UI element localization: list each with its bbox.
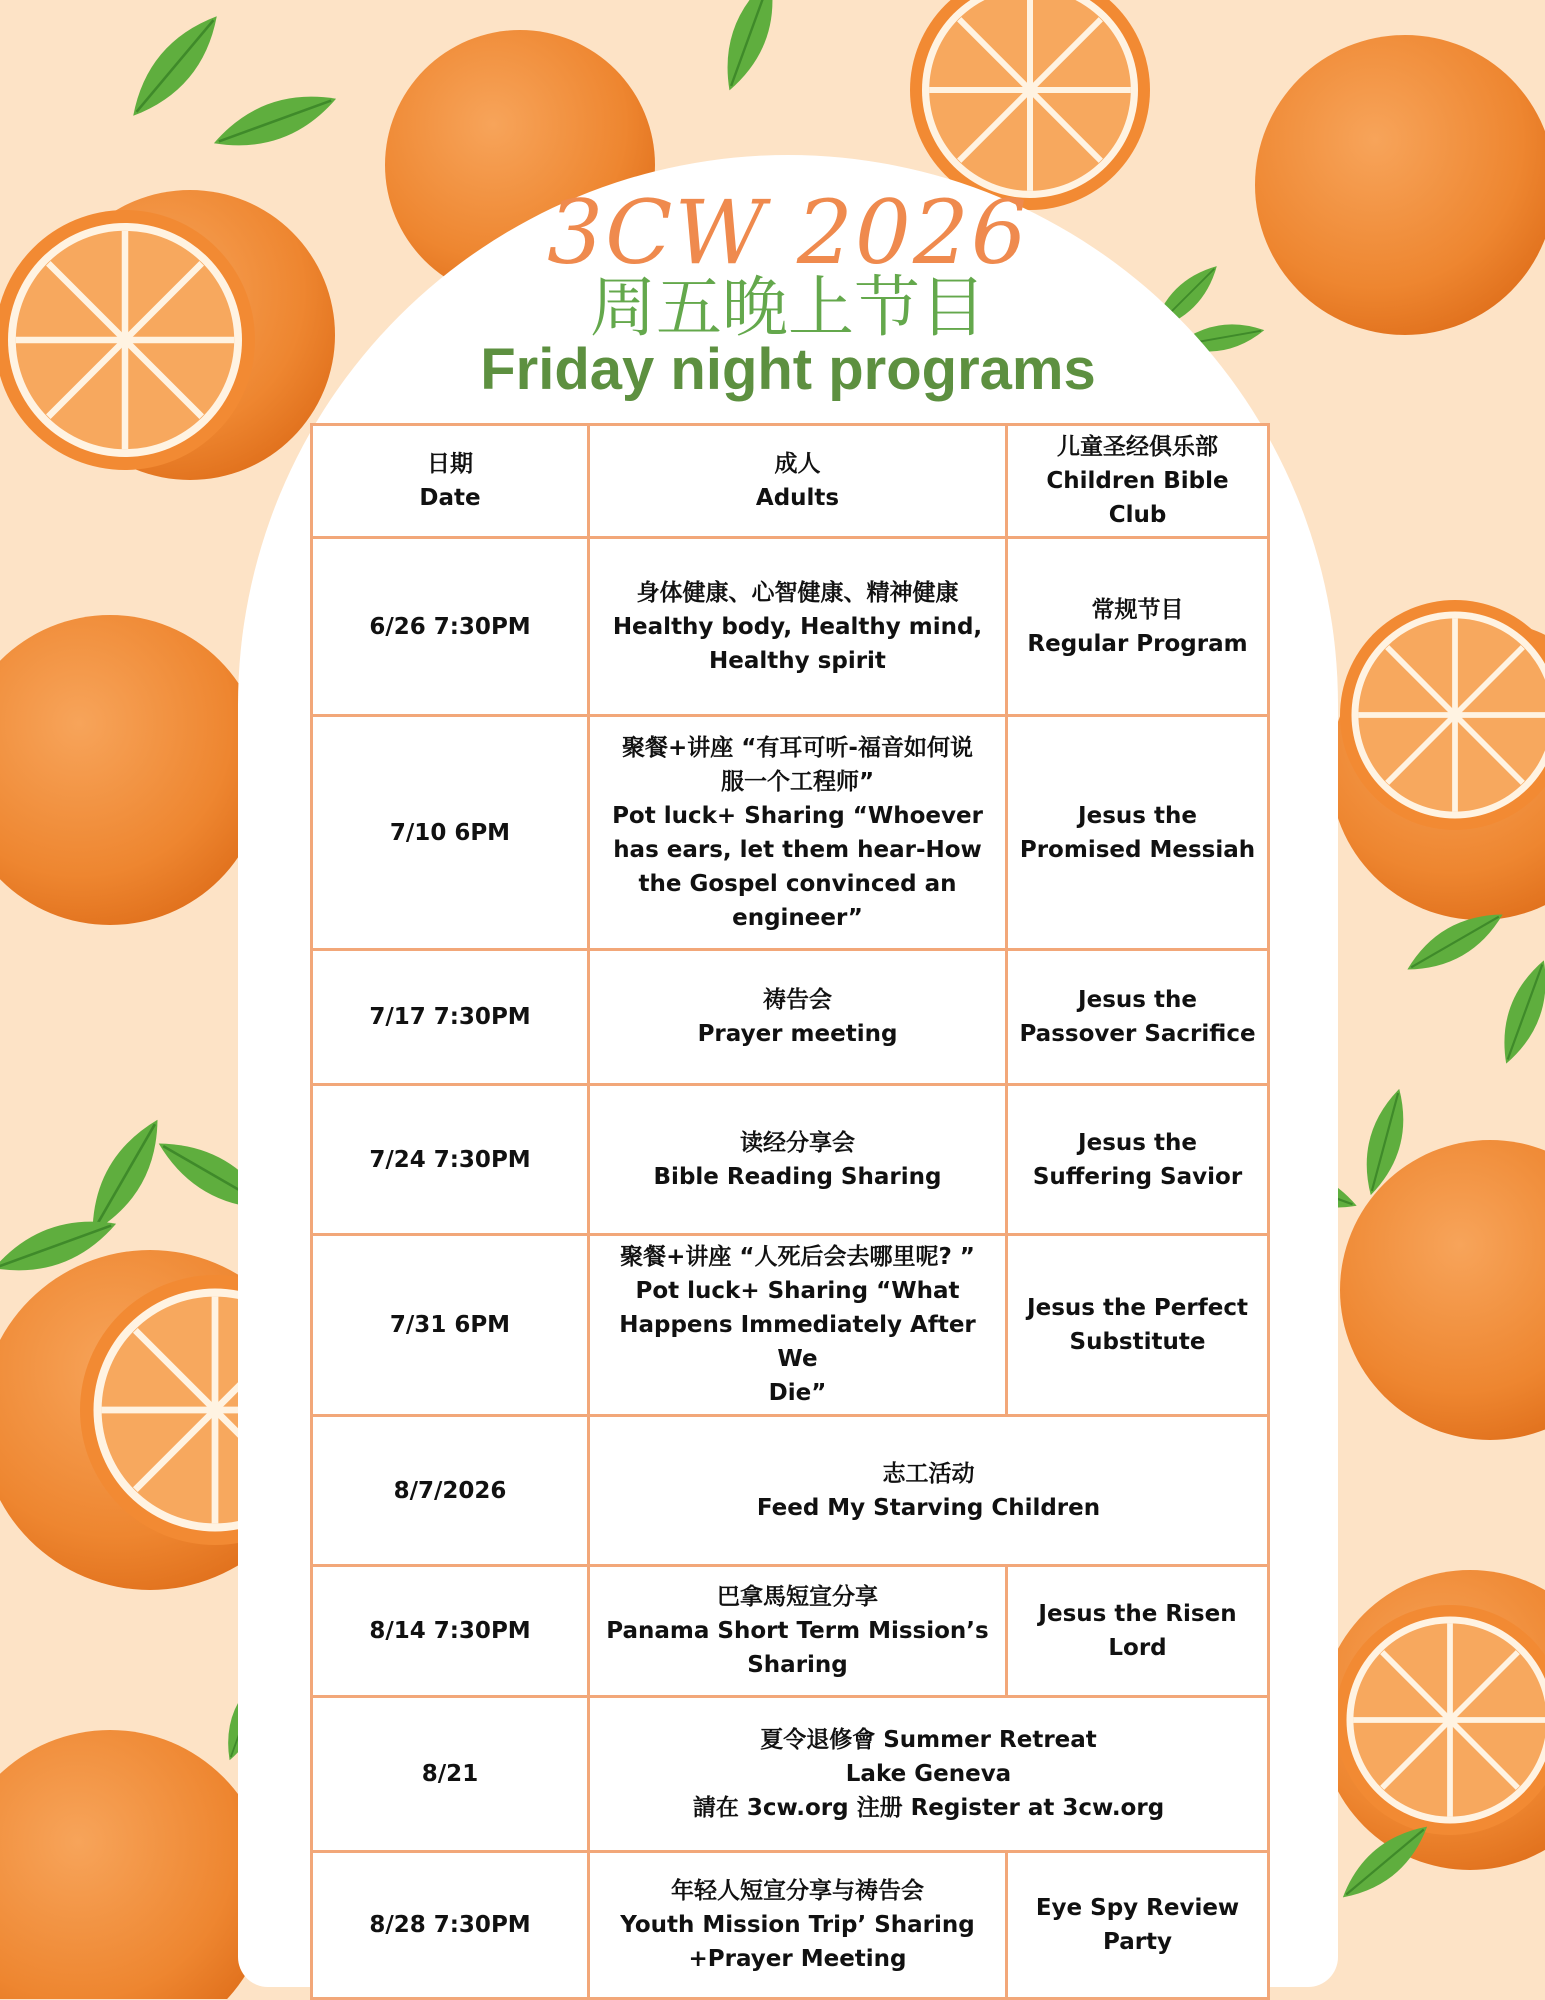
- adults-program-cell-line: Pot luck+ Sharing “What: [635, 1278, 960, 1304]
- table-row: [312, 716, 1269, 950]
- adults-program-cell: [589, 538, 1007, 716]
- date-cell: 7/17 7:30PM: [312, 950, 589, 1085]
- table-row: [312, 1235, 1269, 1416]
- adults-program-cell-line: Happens Immediately After We: [619, 1312, 976, 1372]
- adults-program-cell-line: 祷告会: [763, 987, 832, 1013]
- schedule-table: [310, 423, 1270, 2000]
- table-row: [312, 1697, 1269, 1852]
- adults-program-cell-line: Sharing: [747, 1652, 848, 1678]
- merged-program-cell: [589, 1416, 1269, 1566]
- adults-program-cell-line: Youth Mission Trip’ Sharing: [620, 1912, 975, 1938]
- adults-program-cell-line: 读经分享会: [740, 1129, 855, 1156]
- adults-program-cell-line: 聚餐+讲座 “人死后会去哪里呢? ”: [620, 1244, 975, 1270]
- adults-program-cell-line: Healthy spirit: [709, 647, 886, 674]
- date-cell: 8/7/2026: [312, 1416, 589, 1566]
- children-program-cell: [1007, 1852, 1269, 1999]
- children-program-cell-line: Substitute: [1069, 1329, 1206, 1355]
- children-program-cell-line: Jesus the: [1078, 987, 1197, 1013]
- children-program-cell-line: Jesus the: [1078, 1129, 1197, 1156]
- table-row: [312, 1416, 1269, 1566]
- column-header-en: Date: [419, 485, 481, 511]
- date-cell: 7/10 6PM: [312, 716, 589, 950]
- adults-program-cell-line: 年轻人短宣分享与祷告会: [671, 1878, 924, 1904]
- children-program-cell: [1007, 1566, 1269, 1697]
- merged-program-cell-line: 夏令退修會 Summer Retreat: [760, 1727, 1097, 1753]
- adults-program-cell-line: Bible Reading Sharing: [653, 1163, 942, 1190]
- adults-program-cell-line: +Prayer Meeting: [688, 1946, 907, 1972]
- column-header-zh: 日期: [427, 451, 473, 477]
- merged-program-cell-line: 志工活动: [882, 1460, 975, 1487]
- column-header-en: Adults: [755, 485, 840, 511]
- adults-program-cell-line: 聚餐+讲座 “有耳可听-福音如何说: [622, 734, 973, 761]
- children-program-cell-line: Suffering Savior: [1032, 1163, 1243, 1190]
- column-header: [589, 425, 1007, 538]
- children-program-cell: [1007, 716, 1269, 950]
- table-header-row: [312, 425, 1269, 538]
- date-cell: 6/26 7:30PM: [312, 538, 589, 716]
- date-cell: 7/24 7:30PM: [312, 1085, 589, 1235]
- adults-program-cell-line: Prayer meeting: [697, 1021, 898, 1047]
- merged-program-cell: [589, 1697, 1269, 1852]
- date-cell: 8/14 7:30PM: [312, 1566, 589, 1697]
- date-cell: 8/21: [312, 1697, 589, 1852]
- column-header-zh: 成人: [774, 451, 821, 477]
- date-cell: 8/28 7:30PM: [312, 1852, 589, 1999]
- table-row: [312, 1852, 1269, 1999]
- children-program-cell: [1007, 1085, 1269, 1235]
- children-program-cell-line: Jesus the Risen: [1038, 1601, 1237, 1627]
- adults-program-cell-line: 巴拿馬短宣分享: [717, 1584, 878, 1610]
- adults-program-cell-line: Pot luck+ Sharing “Whoever: [612, 802, 983, 829]
- title-script: 3CW 2026: [547, 181, 1029, 284]
- adults-program-cell: [589, 1235, 1007, 1416]
- children-program-cell-line: Party: [1102, 1929, 1173, 1955]
- adults-program-cell-line: Panama Short Term Mission’s: [606, 1618, 989, 1644]
- date-cell: 7/31 6PM: [312, 1235, 589, 1416]
- adults-program-cell: [589, 716, 1007, 950]
- adults-program-cell: [589, 1852, 1007, 1999]
- children-program-cell-line: Jesus the Perfect: [1027, 1295, 1248, 1321]
- adults-program-cell-line: the Gospel convinced an: [638, 870, 957, 897]
- column-header: [312, 425, 589, 538]
- adults-program-cell: [589, 1566, 1007, 1697]
- title-chinese: 周五晚上节目: [590, 269, 986, 346]
- table-row: [312, 538, 1269, 716]
- table-row: [312, 1085, 1269, 1235]
- adults-program-cell-line: 身体健康、心智健康、精神健康: [636, 579, 959, 606]
- children-program-cell: [1007, 950, 1269, 1085]
- children-program-cell: [1007, 1235, 1269, 1416]
- column-header-zh: 儿童圣经俱乐部: [1057, 434, 1218, 460]
- children-program-cell: [1007, 538, 1269, 716]
- children-program-cell-line: 常规节目: [1091, 596, 1184, 623]
- merged-program-cell-line: Lake Geneva: [845, 1761, 1012, 1787]
- adults-program-cell: [589, 1085, 1007, 1235]
- adults-program-cell: [589, 950, 1007, 1085]
- merged-program-cell-line: Feed My Starving Children: [756, 1494, 1101, 1521]
- adults-program-cell-line: Healthy body, Healthy mind,: [612, 613, 983, 640]
- merged-program-cell-line: 請在 3cw.org 注册 Register at 3cw.org: [692, 1795, 1165, 1821]
- table-row: [312, 1566, 1269, 1697]
- children-program-cell-line: Lord: [1108, 1635, 1167, 1661]
- column-header: [1007, 425, 1269, 538]
- adults-program-cell-line: 服一个工程师”: [720, 768, 875, 795]
- title-english: Friday night programs: [480, 337, 1096, 402]
- children-program-cell-line: Passover Sacrifice: [1019, 1021, 1256, 1047]
- children-program-cell-line: Regular Program: [1027, 630, 1248, 657]
- children-program-cell-line: Jesus the: [1078, 802, 1197, 829]
- adults-program-cell-line: engineer”: [732, 904, 863, 931]
- adults-program-cell-line: Die”: [768, 1380, 827, 1406]
- column-header-en: Children Bible Club: [1046, 468, 1229, 528]
- children-program-cell-line: Promised Messiah: [1019, 836, 1256, 863]
- table-row: [312, 950, 1269, 1085]
- children-program-cell-line: Eye Spy Review: [1035, 1895, 1240, 1921]
- adults-program-cell-line: has ears, let them hear-How: [613, 836, 982, 863]
